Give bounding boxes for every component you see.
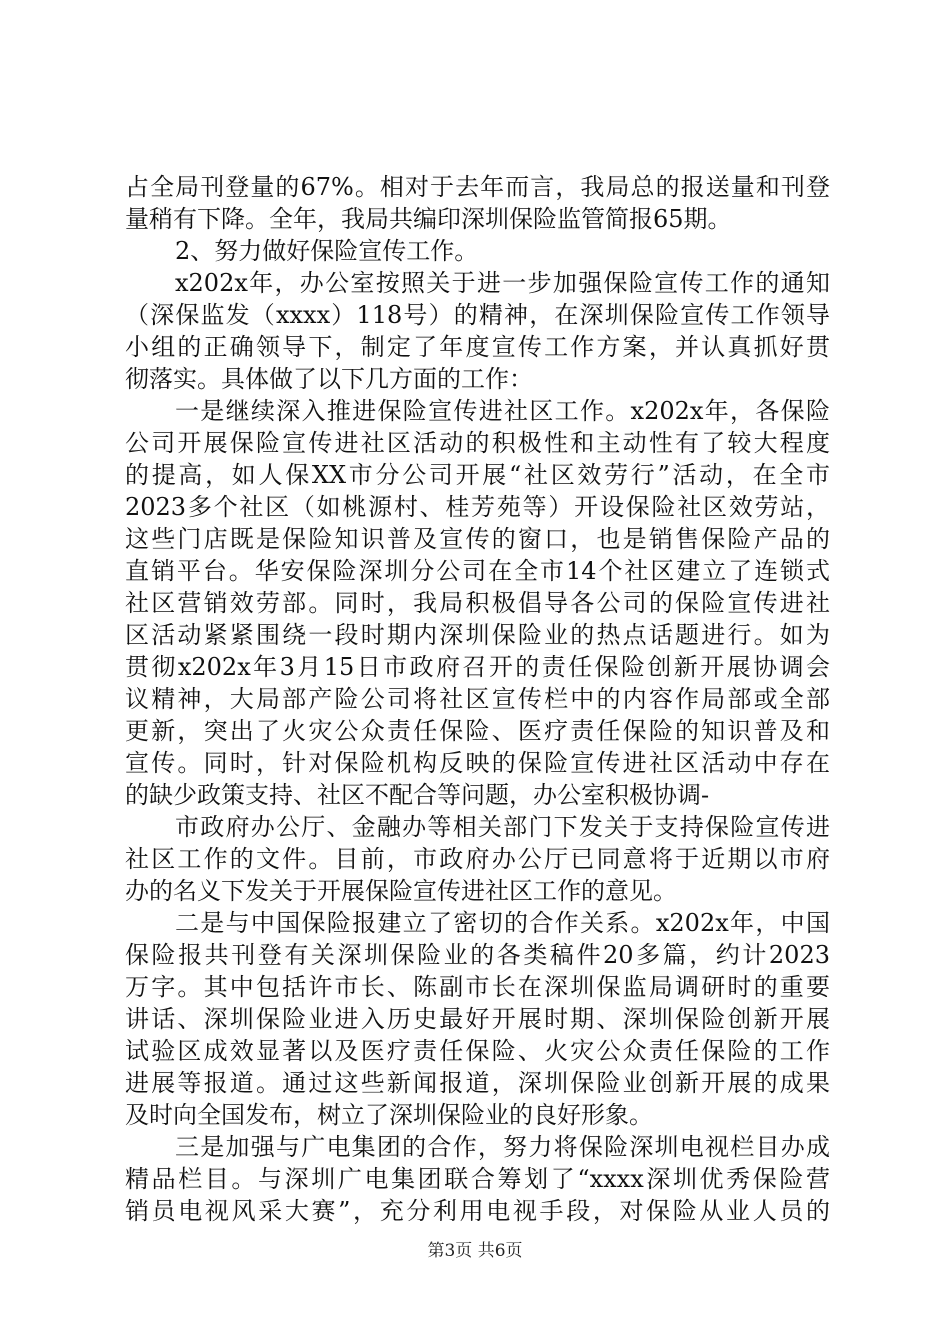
text-line: 及时向全国发布，树立了深圳保险业的良好形象。 — [125, 1101, 653, 1129]
text-line: 2023多个社区（如桃源村、桂芳苑等）开设保险社区效劳站， — [125, 493, 830, 521]
text-line: 的缺少政策支持、社区不配合等问题，办公室积极协调- — [125, 781, 710, 809]
text-line: 社区工作的文件。目前，市政府办公厅已同意将于近期以市府 — [125, 845, 830, 873]
text-line: 小组的正确领导下，制定了年度宣传工作方案，并认真抓好贯 — [125, 333, 830, 361]
text-line: 的提高，如人保XX市分公司开展“社区效劳行”活动，在全市 — [125, 461, 830, 489]
text-line: 更新，突出了火灾公众责任保险、医疗责任保险的知识普及和 — [125, 717, 830, 745]
text-line: 议精神，大局部产险公司将社区宣传栏中的内容作局部或全部 — [125, 685, 830, 713]
text-line: 公司开展保险宣传进社区活动的积极性和主动性有了较大程度 — [125, 429, 830, 457]
text-line: 一是继续深入推进保险宣传进社区工作。x202x年，各保险 — [175, 397, 830, 425]
text-line: 试验区成效显著以及医疗责任保险、火灾公众责任保险的工作 — [125, 1037, 830, 1065]
text-line: （深保监发（xxxx）118号）的精神，在深圳保险宣传工作领导 — [125, 301, 830, 329]
text-line: 宣传。同时，针对保险机构反映的保险宣传进社区活动中存在 — [125, 749, 830, 777]
text-line: 万字。其中包括许市长、陈副市长在深圳保监局调研时的重要 — [125, 973, 830, 1001]
text-line: 保险报共刊登有关深圳保险业的各类稿件20多篇，约计2023 — [125, 941, 830, 969]
text-line: 办的名义下发关于开展保险宣传进社区工作的意见。 — [125, 877, 677, 905]
text-line: 进展等报道。通过这些新闻报道，深圳保险业创新开展的成果 — [125, 1069, 830, 1097]
text-line: 彻落实。具体做了以下几方面的工作： — [125, 365, 533, 393]
text-line: 直销平台。华安保险深圳分公司在全市14个社区建立了连锁式 — [125, 557, 830, 585]
text-line: 三是加强与广电集团的合作，努力将保险深圳电视栏目办成 — [175, 1133, 830, 1161]
page-number-footer: 第3页 共6页 — [427, 1241, 523, 1261]
text-line: 占全局刊登量的67%。相对于去年而言，我局总的报送量和刊登 — [125, 173, 830, 201]
text-line: 精品栏目。与深圳广电集团联合筹划了“xxxx深圳优秀保险营 — [125, 1165, 830, 1193]
text-line: 贯彻x202x年3月15日市政府召开的责任保险创新开展协调会 — [125, 653, 830, 681]
text-line: 区活动紧紧围绕一段时期内深圳保险业的热点话题进行。如为 — [125, 621, 830, 649]
text-line: 销员电视风采大赛”，充分利用电视手段，对保险从业人员的 — [125, 1197, 830, 1225]
section-heading: 2、努力做好保险宣传工作。 — [175, 237, 479, 265]
text-line: 这些门店既是保险知识普及宣传的窗口，也是销售保险产品的 — [125, 525, 830, 553]
text-line: 社区营销效劳部。同时，我局积极倡导各公司的保险宣传进社 — [125, 589, 830, 617]
text-line: 市政府办公厅、金融办等相关部门下发关于支持保险宣传进 — [175, 813, 830, 841]
text-line: 二是与中国保险报建立了密切的合作关系。x202x年，中国 — [175, 909, 830, 937]
text-line: 讲话、深圳保险业进入历史最好开展时期、深圳保险创新开展 — [125, 1005, 830, 1033]
text-line: 量稍有下降。全年，我局共编印深圳保险监管简报65期。 — [125, 205, 732, 233]
text-line: x202x年，办公室按照关于进一步加强保险宣传工作的通知 — [175, 269, 830, 297]
